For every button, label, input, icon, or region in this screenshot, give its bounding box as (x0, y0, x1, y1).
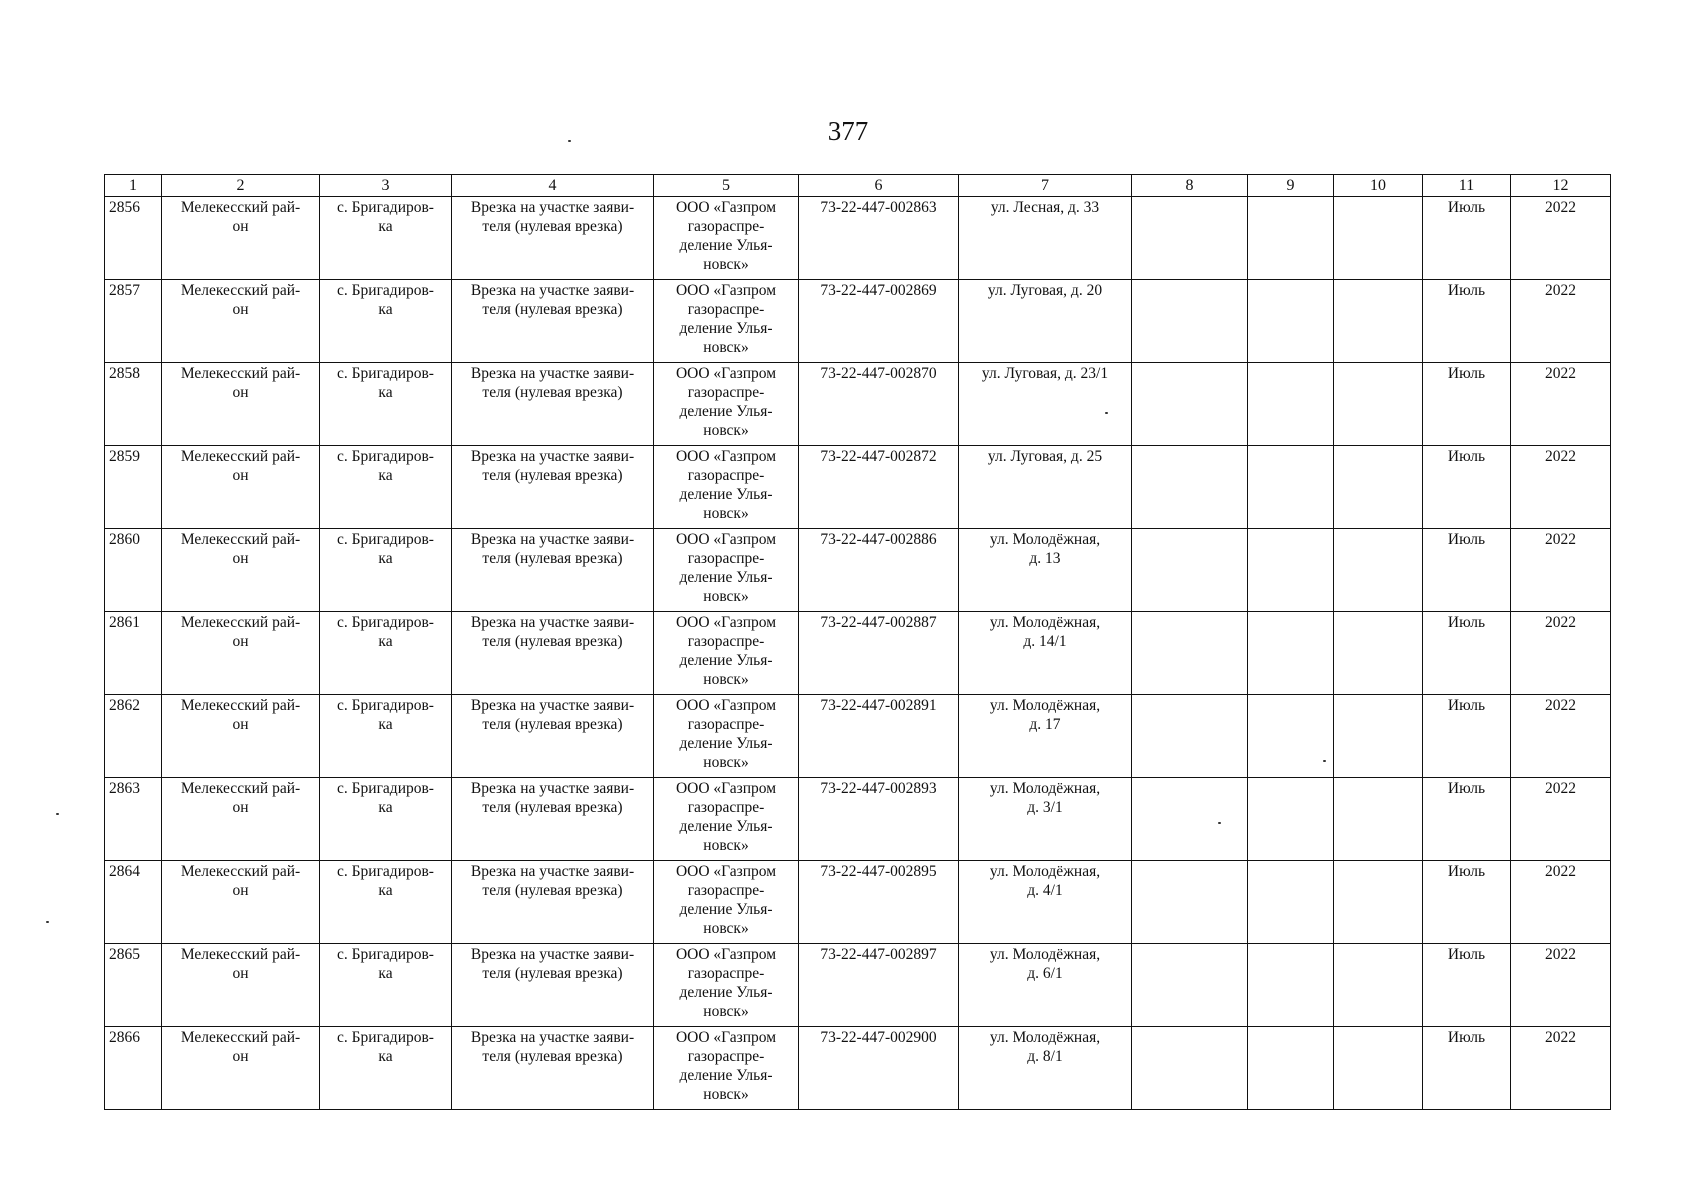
cell-year: 2022 (1511, 695, 1611, 778)
column-number: 5 (654, 175, 799, 197)
cell-district: Мелекесский рай- он (162, 280, 320, 363)
cell-month: Июль (1423, 280, 1511, 363)
cell-work: Врезка на участке заяви- теля (нулевая врезка) (452, 612, 654, 695)
cell-address: ул. Молодёжная, д. 6/1 (959, 944, 1132, 1027)
table-row (105, 363, 1611, 446)
cell-code: 73-22-447-002895 (799, 861, 959, 944)
cell-code: 73-22-447-002897 (799, 944, 959, 1027)
cell-locality: с. Бригадиров- ка (320, 363, 452, 446)
cell-num: 2863 (105, 778, 162, 861)
cell-company: ООО «Газпром газораспре- деление Улья- новск» (654, 197, 799, 280)
cell-address: ул. Молодёжная, д. 8/1 (959, 1027, 1132, 1110)
cell-locality: с. Бригадиров- ка (320, 695, 452, 778)
cell-locality: с. Бригадиров- ка (320, 861, 452, 944)
cell-9 (1248, 280, 1334, 363)
cell-8 (1132, 529, 1248, 612)
cell-work: Врезка на участке заяви- теля (нулевая врезка) (452, 197, 654, 280)
cell-year: 2022 (1511, 612, 1611, 695)
scan-speck (1105, 412, 1108, 414)
cell-10 (1334, 1027, 1423, 1110)
cell-code: 73-22-447-002887 (799, 612, 959, 695)
cell-year: 2022 (1511, 197, 1611, 280)
cell-address: ул. Луговая, д. 25 (959, 446, 1132, 529)
cell-month: Июль (1423, 529, 1511, 612)
cell-9 (1248, 363, 1334, 446)
cell-8 (1132, 861, 1248, 944)
cell-8 (1132, 1027, 1248, 1110)
cell-year: 2022 (1511, 778, 1611, 861)
cell-work: Врезка на участке заяви- теля (нулевая врезка) (452, 529, 654, 612)
cell-address: ул. Молодёжная, д. 13 (959, 529, 1132, 612)
cell-10 (1334, 778, 1423, 861)
cell-year: 2022 (1511, 944, 1611, 1027)
cell-locality: с. Бригадиров- ка (320, 778, 452, 861)
cell-year: 2022 (1511, 529, 1611, 612)
cell-company: ООО «Газпром газораспре- деление Улья- новск» (654, 695, 799, 778)
cell-locality: с. Бригадиров- ка (320, 612, 452, 695)
cell-10 (1334, 695, 1423, 778)
cell-month: Июль (1423, 446, 1511, 529)
cell-work: Врезка на участке заяви- теля (нулевая врезка) (452, 861, 654, 944)
cell-10 (1334, 944, 1423, 1027)
cell-district: Мелекесский рай- он (162, 363, 320, 446)
cell-year: 2022 (1511, 446, 1611, 529)
table-body (105, 175, 1611, 1110)
cell-month: Июль (1423, 1027, 1511, 1110)
cell-district: Мелекесский рай- он (162, 446, 320, 529)
cell-10 (1334, 197, 1423, 280)
table-row (105, 695, 1611, 778)
cell-9 (1248, 612, 1334, 695)
cell-company: ООО «Газпром газораспре- деление Улья- новск» (654, 1027, 799, 1110)
cell-num: 2861 (105, 612, 162, 695)
cell-8 (1132, 197, 1248, 280)
cell-district: Мелекесский рай- он (162, 861, 320, 944)
cell-address: ул. Молодёжная, д. 4/1 (959, 861, 1132, 944)
cell-month: Июль (1423, 363, 1511, 446)
cell-company: ООО «Газпром газораспре- деление Улья- новск» (654, 529, 799, 612)
cell-district: Мелекесский рай- он (162, 612, 320, 695)
cell-month: Июль (1423, 944, 1511, 1027)
cell-district: Мелекесский рай- он (162, 197, 320, 280)
cell-9 (1248, 446, 1334, 529)
cell-month: Июль (1423, 612, 1511, 695)
cell-num: 2856 (105, 197, 162, 280)
scan-speck (568, 140, 571, 142)
cell-locality: с. Бригадиров- ка (320, 1027, 452, 1110)
cell-address: ул. Молодёжная, д. 3/1 (959, 778, 1132, 861)
table-row (105, 529, 1611, 612)
cell-address: ул. Молодёжная, д. 17 (959, 695, 1132, 778)
cell-8 (1132, 446, 1248, 529)
cell-10 (1334, 446, 1423, 529)
cell-address: ул. Луговая, д. 20 (959, 280, 1132, 363)
column-number: 11 (1423, 175, 1511, 197)
cell-address: ул. Лесная, д. 33 (959, 197, 1132, 280)
cell-district: Мелекесский рай- он (162, 695, 320, 778)
cell-8 (1132, 280, 1248, 363)
cell-address: ул. Луговая, д. 23/1 (959, 363, 1132, 446)
cell-code: 73-22-447-002870 (799, 363, 959, 446)
column-number: 4 (452, 175, 654, 197)
cell-month: Июль (1423, 695, 1511, 778)
cell-work: Врезка на участке заяви- теля (нулевая врезка) (452, 778, 654, 861)
table-row (105, 280, 1611, 363)
cell-work: Врезка на участке заяви- теля (нулевая врезка) (452, 944, 654, 1027)
cell-num: 2864 (105, 861, 162, 944)
column-number: 3 (320, 175, 452, 197)
cell-locality: с. Бригадиров- ка (320, 280, 452, 363)
cell-year: 2022 (1511, 1027, 1611, 1110)
cell-9 (1248, 1027, 1334, 1110)
column-number: 12 (1511, 175, 1611, 197)
table-row (105, 778, 1611, 861)
cell-10 (1334, 861, 1423, 944)
scan-speck (46, 921, 49, 923)
cell-work: Врезка на участке заяви- теля (нулевая врезка) (452, 1027, 654, 1110)
cell-work: Врезка на участке заяви- теля (нулевая врезка) (452, 363, 654, 446)
works-table (104, 174, 1611, 1110)
cell-locality: с. Бригадиров- ка (320, 446, 452, 529)
cell-8 (1132, 612, 1248, 695)
cell-code: 73-22-447-002891 (799, 695, 959, 778)
page-number: 377 (827, 116, 869, 146)
cell-8 (1132, 944, 1248, 1027)
cell-num: 2866 (105, 1027, 162, 1110)
cell-num: 2858 (105, 363, 162, 446)
cell-company: ООО «Газпром газораспре- деление Улья- новск» (654, 280, 799, 363)
cell-district: Мелекесский рай- он (162, 529, 320, 612)
cell-month: Июль (1423, 861, 1511, 944)
cell-company: ООО «Газпром газораспре- деление Улья- новск» (654, 778, 799, 861)
column-number-row (105, 175, 1611, 197)
cell-address: ул. Молодёжная, д. 14/1 (959, 612, 1132, 695)
table-row (105, 944, 1611, 1027)
cell-year: 2022 (1511, 363, 1611, 446)
cell-district: Мелекесский рай- он (162, 944, 320, 1027)
cell-work: Врезка на участке заяви- теля (нулевая врезка) (452, 695, 654, 778)
cell-year: 2022 (1511, 861, 1611, 944)
scan-speck (1218, 822, 1221, 824)
cell-num: 2862 (105, 695, 162, 778)
scan-speck (1323, 760, 1326, 762)
cell-district: Мелекесский рай- он (162, 778, 320, 861)
cell-10 (1334, 612, 1423, 695)
cell-locality: с. Бригадиров- ка (320, 944, 452, 1027)
cell-code: 73-22-447-002886 (799, 529, 959, 612)
column-number: 1 (105, 175, 162, 197)
table-row (105, 446, 1611, 529)
column-number: 6 (799, 175, 959, 197)
cell-9 (1248, 778, 1334, 861)
scan-speck (56, 813, 59, 815)
cell-code: 73-22-447-002869 (799, 280, 959, 363)
column-number: 2 (162, 175, 320, 197)
cell-company: ООО «Газпром газораспре- деление Улья- новск» (654, 446, 799, 529)
cell-year: 2022 (1511, 280, 1611, 363)
cell-9 (1248, 197, 1334, 280)
cell-company: ООО «Газпром газораспре- деление Улья- новск» (654, 363, 799, 446)
cell-company: ООО «Газпром газораспре- деление Улья- новск» (654, 612, 799, 695)
cell-8 (1132, 363, 1248, 446)
cell-code: 73-22-447-002863 (799, 197, 959, 280)
column-number: 9 (1248, 175, 1334, 197)
cell-month: Июль (1423, 778, 1511, 861)
cell-10 (1334, 529, 1423, 612)
cell-9 (1248, 944, 1334, 1027)
cell-locality: с. Бригадиров- ка (320, 197, 452, 280)
cell-num: 2857 (105, 280, 162, 363)
cell-code: 73-22-447-002900 (799, 1027, 959, 1110)
cell-company: ООО «Газпром газораспре- деление Улья- новск» (654, 944, 799, 1027)
cell-company: ООО «Газпром газораспре- деление Улья- новск» (654, 861, 799, 944)
column-number: 8 (1132, 175, 1248, 197)
cell-9 (1248, 861, 1334, 944)
cell-district: Мелекесский рай- он (162, 1027, 320, 1110)
cell-locality: с. Бригадиров- ка (320, 529, 452, 612)
cell-work: Врезка на участке заяви- теля (нулевая врезка) (452, 446, 654, 529)
column-number: 7 (959, 175, 1132, 197)
cell-9 (1248, 529, 1334, 612)
column-number: 10 (1334, 175, 1423, 197)
cell-code: 73-22-447-002893 (799, 778, 959, 861)
cell-work: Врезка на участке заяви- теля (нулевая врезка) (452, 280, 654, 363)
cell-month: Июль (1423, 197, 1511, 280)
table-row (105, 861, 1611, 944)
cell-10 (1334, 363, 1423, 446)
cell-code: 73-22-447-002872 (799, 446, 959, 529)
cell-9 (1248, 695, 1334, 778)
cell-num: 2865 (105, 944, 162, 1027)
table-row (105, 1027, 1611, 1110)
table-row (105, 197, 1611, 280)
cell-8 (1132, 695, 1248, 778)
cell-8 (1132, 778, 1248, 861)
table-row (105, 612, 1611, 695)
cell-num: 2860 (105, 529, 162, 612)
cell-num: 2859 (105, 446, 162, 529)
cell-10 (1334, 280, 1423, 363)
